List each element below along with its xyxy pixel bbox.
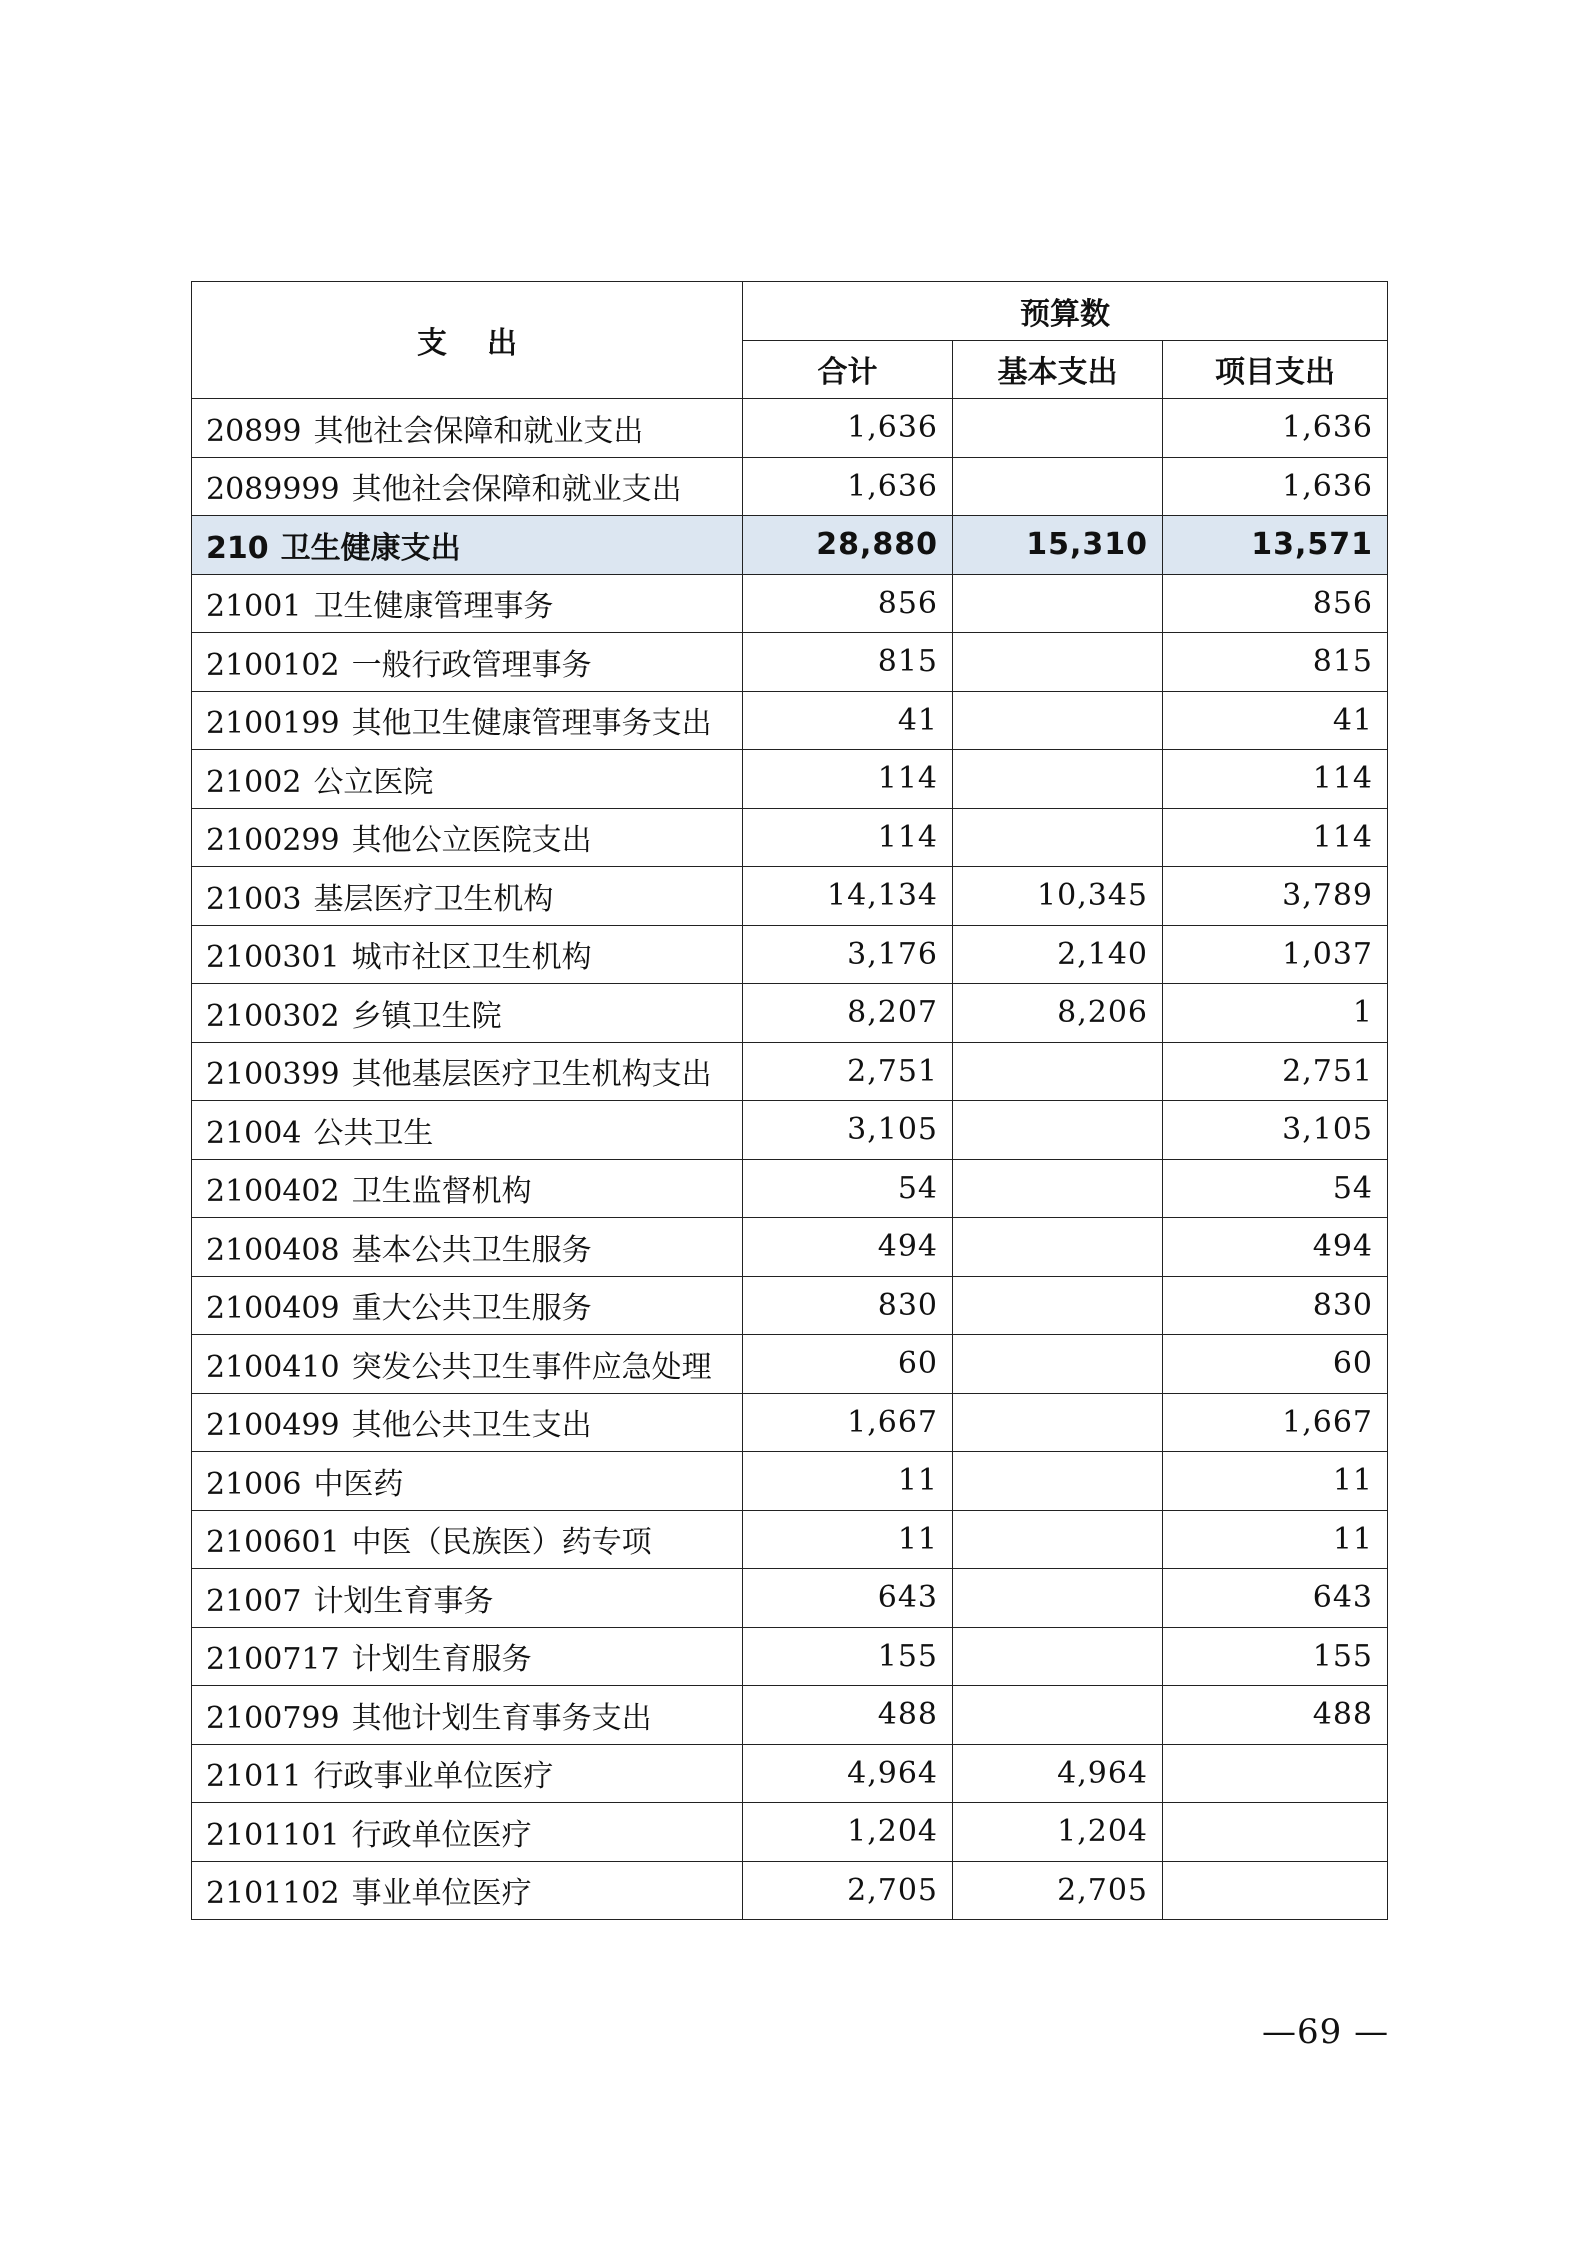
cell-basic — [953, 1335, 1163, 1394]
table-row — [192, 399, 1388, 458]
row-item — [192, 399, 743, 458]
cell-basic — [953, 457, 1163, 516]
table-body — [192, 399, 1388, 1920]
table-row — [192, 1218, 1388, 1277]
table-row — [192, 750, 1388, 809]
table-row — [192, 867, 1388, 926]
row-item — [192, 691, 743, 750]
row-code: 21002 — [206, 764, 302, 800]
row-code: 2100399 — [206, 1057, 340, 1093]
row-item — [192, 1861, 743, 1920]
cell-project — [1163, 1744, 1388, 1803]
row-name: 其他公共卫生支出 — [351, 1408, 592, 1444]
cell-basic — [953, 1159, 1163, 1218]
cell-basic — [953, 691, 1163, 750]
cell-total: 3,105 — [743, 1101, 953, 1160]
cell-project: 1 — [1163, 984, 1388, 1043]
header-budget-group: 预算数 — [743, 282, 1388, 341]
table-row — [192, 691, 1388, 750]
row-name: 卫生健康支出 — [280, 530, 461, 566]
cell-project: 114 — [1163, 750, 1388, 809]
row-code: 21001 — [206, 589, 302, 625]
row-item — [192, 1744, 743, 1803]
cell-basic — [953, 1218, 1163, 1277]
header-basic: 基本支出 — [953, 340, 1163, 399]
cell-total: 488 — [743, 1686, 953, 1745]
cell-project: 60 — [1163, 1335, 1388, 1394]
row-code: 21003 — [206, 881, 302, 917]
table-row — [192, 1861, 1388, 1920]
table-row — [192, 1335, 1388, 1394]
table-header — [192, 282, 1388, 399]
table-row — [192, 1159, 1388, 1218]
row-name: 计划生育服务 — [351, 1642, 532, 1678]
row-name: 计划生育事务 — [313, 1583, 494, 1619]
row-name: 基本公共卫生服务 — [351, 1232, 592, 1268]
row-item — [192, 633, 743, 692]
table-row — [192, 1803, 1388, 1862]
row-item — [192, 1276, 743, 1335]
cell-total: 4,964 — [743, 1744, 953, 1803]
cell-project: 1,667 — [1163, 1393, 1388, 1452]
row-name: 乡镇卫生院 — [351, 998, 502, 1034]
row-item — [192, 867, 743, 926]
table-row — [192, 1042, 1388, 1101]
row-code: 2100301 — [206, 940, 340, 976]
row-name: 其他社会保障和就业支出 — [351, 472, 682, 508]
row-code: 2100299 — [206, 823, 340, 859]
cell-basic — [953, 808, 1163, 867]
cell-total: 54 — [743, 1159, 953, 1218]
page-number: —69 — — [1262, 2012, 1390, 2052]
cell-total: 856 — [743, 574, 953, 633]
row-name: 其他社会保障和就业支出 — [313, 413, 644, 449]
row-code: 2100499 — [206, 1408, 340, 1444]
table-row — [192, 457, 1388, 516]
row-code: 2101102 — [206, 1876, 340, 1912]
cell-basic — [953, 1042, 1163, 1101]
cell-basic: 2,705 — [953, 1861, 1163, 1920]
row-name: 行政单位医疗 — [351, 1817, 532, 1853]
cell-project — [1163, 1861, 1388, 1920]
row-code: 21006 — [206, 1466, 302, 1502]
cell-basic: 10,345 — [953, 867, 1163, 926]
cell-basic — [953, 750, 1163, 809]
cell-total: 114 — [743, 808, 953, 867]
cell-basic — [953, 399, 1163, 458]
cell-basic — [953, 1510, 1163, 1569]
row-code: 2089999 — [206, 472, 340, 508]
table-row — [192, 1569, 1388, 1628]
cell-total: 11 — [743, 1510, 953, 1569]
cell-project: 13,571 — [1163, 516, 1388, 575]
cell-basic — [953, 633, 1163, 692]
budget-table — [191, 281, 1388, 1920]
cell-basic — [953, 1627, 1163, 1686]
table-row — [192, 1627, 1388, 1686]
table-row — [192, 1686, 1388, 1745]
row-code: 2100199 — [206, 706, 340, 742]
row-name: 行政事业单位医疗 — [313, 1759, 554, 1795]
cell-project: 11 — [1163, 1452, 1388, 1511]
table-row — [192, 574, 1388, 633]
cell-total: 830 — [743, 1276, 953, 1335]
row-name: 一般行政管理事务 — [351, 647, 592, 683]
row-code: 2100102 — [206, 647, 340, 683]
cell-basic — [953, 1101, 1163, 1160]
cell-project: 11 — [1163, 1510, 1388, 1569]
cell-project: 41 — [1163, 691, 1388, 750]
cell-total: 815 — [743, 633, 953, 692]
row-item — [192, 574, 743, 633]
table-row — [192, 1744, 1388, 1803]
cell-basic: 1,204 — [953, 1803, 1163, 1862]
cell-project: 3,105 — [1163, 1101, 1388, 1160]
cell-project: 494 — [1163, 1218, 1388, 1277]
row-item — [192, 750, 743, 809]
cell-basic: 8,206 — [953, 984, 1163, 1043]
table-row — [192, 1276, 1388, 1335]
cell-project: 114 — [1163, 808, 1388, 867]
row-item — [192, 1335, 743, 1394]
cell-total: 60 — [743, 1335, 953, 1394]
row-name: 基层医疗卫生机构 — [313, 881, 554, 917]
cell-total: 11 — [743, 1452, 953, 1511]
row-name: 城市社区卫生机构 — [351, 940, 592, 976]
row-code: 2100408 — [206, 1232, 340, 1268]
cell-basic — [953, 1276, 1163, 1335]
cell-total: 8,207 — [743, 984, 953, 1043]
row-code: 210 — [206, 530, 269, 566]
row-item — [192, 1686, 743, 1745]
cell-total: 14,134 — [743, 867, 953, 926]
cell-basic — [953, 1452, 1163, 1511]
row-item — [192, 1569, 743, 1628]
cell-total: 114 — [743, 750, 953, 809]
row-name: 公共卫生 — [313, 1115, 434, 1151]
cell-total: 1,636 — [743, 457, 953, 516]
table-row — [192, 984, 1388, 1043]
table-row — [192, 516, 1388, 575]
row-item — [192, 516, 743, 575]
cell-total: 643 — [743, 1569, 953, 1628]
cell-project: 2,751 — [1163, 1042, 1388, 1101]
row-item — [192, 984, 743, 1043]
row-name: 突发公共卫生事件应急处理 — [351, 1349, 712, 1385]
row-code: 21004 — [206, 1115, 302, 1151]
cell-basic — [953, 1569, 1163, 1628]
row-code: 21007 — [206, 1583, 302, 1619]
row-item — [192, 1218, 743, 1277]
row-code: 2100402 — [206, 1174, 340, 1210]
table-row — [192, 808, 1388, 867]
row-code: 21011 — [206, 1759, 302, 1795]
row-item — [192, 1159, 743, 1218]
row-item — [192, 1393, 743, 1452]
cell-project: 830 — [1163, 1276, 1388, 1335]
cell-project: 3,789 — [1163, 867, 1388, 926]
row-item — [192, 457, 743, 516]
row-code: 2100717 — [206, 1642, 340, 1678]
row-name: 事业单位医疗 — [351, 1876, 532, 1912]
table-row — [192, 633, 1388, 692]
cell-total: 3,176 — [743, 925, 953, 984]
cell-project: 643 — [1163, 1569, 1388, 1628]
row-name: 其他基层医疗卫生机构支出 — [351, 1057, 712, 1093]
row-name: 重大公共卫生服务 — [351, 1291, 592, 1327]
row-item — [192, 1627, 743, 1686]
cell-total: 494 — [743, 1218, 953, 1277]
row-item — [192, 1803, 743, 1862]
row-code: 2101101 — [206, 1817, 340, 1853]
table-row — [192, 1393, 1388, 1452]
table-row — [192, 1452, 1388, 1511]
cell-total: 2,751 — [743, 1042, 953, 1101]
cell-total: 1,204 — [743, 1803, 953, 1862]
row-name: 中医药 — [313, 1466, 404, 1502]
row-code: 2100410 — [206, 1349, 340, 1385]
row-code: 2100601 — [206, 1525, 340, 1561]
cell-project — [1163, 1803, 1388, 1862]
row-item — [192, 1042, 743, 1101]
row-item — [192, 925, 743, 984]
row-name: 卫生健康管理事务 — [313, 589, 554, 625]
cell-basic — [953, 574, 1163, 633]
row-item — [192, 1452, 743, 1511]
table-row — [192, 1510, 1388, 1569]
cell-project: 1,636 — [1163, 457, 1388, 516]
cell-total: 28,880 — [743, 516, 953, 575]
header-row-top — [192, 282, 1388, 341]
cell-project: 155 — [1163, 1627, 1388, 1686]
table-row — [192, 925, 1388, 984]
cell-total: 155 — [743, 1627, 953, 1686]
header-total: 合计 — [743, 340, 953, 399]
cell-basic — [953, 1393, 1163, 1452]
row-code: 20899 — [206, 413, 302, 449]
cell-project: 815 — [1163, 633, 1388, 692]
cell-basic — [953, 1686, 1163, 1745]
cell-basic: 15,310 — [953, 516, 1163, 575]
cell-total: 1,667 — [743, 1393, 953, 1452]
cell-basic: 2,140 — [953, 925, 1163, 984]
row-item — [192, 1510, 743, 1569]
cell-total: 41 — [743, 691, 953, 750]
row-name: 其他计划生育事务支出 — [351, 1700, 652, 1736]
header-project: 项目支出 — [1163, 340, 1388, 399]
row-code: 2100799 — [206, 1700, 340, 1736]
row-name: 其他卫生健康管理事务支出 — [351, 706, 712, 742]
header-expenditure: 支出 — [192, 282, 743, 399]
cell-total: 2,705 — [743, 1861, 953, 1920]
table-row — [192, 1101, 1388, 1160]
row-name: 公立医院 — [313, 764, 434, 800]
row-item — [192, 1101, 743, 1160]
row-code: 2100409 — [206, 1291, 340, 1327]
cell-project: 1,636 — [1163, 399, 1388, 458]
cell-project: 856 — [1163, 574, 1388, 633]
cell-total: 1,636 — [743, 399, 953, 458]
row-name: 其他公立医院支出 — [351, 823, 592, 859]
cell-basic: 4,964 — [953, 1744, 1163, 1803]
row-name: 卫生监督机构 — [351, 1174, 532, 1210]
cell-project: 54 — [1163, 1159, 1388, 1218]
cell-project: 1,037 — [1163, 925, 1388, 984]
row-name: 中医（民族医）药专项 — [351, 1525, 652, 1561]
cell-project: 488 — [1163, 1686, 1388, 1745]
row-item — [192, 808, 743, 867]
row-code: 2100302 — [206, 998, 340, 1034]
